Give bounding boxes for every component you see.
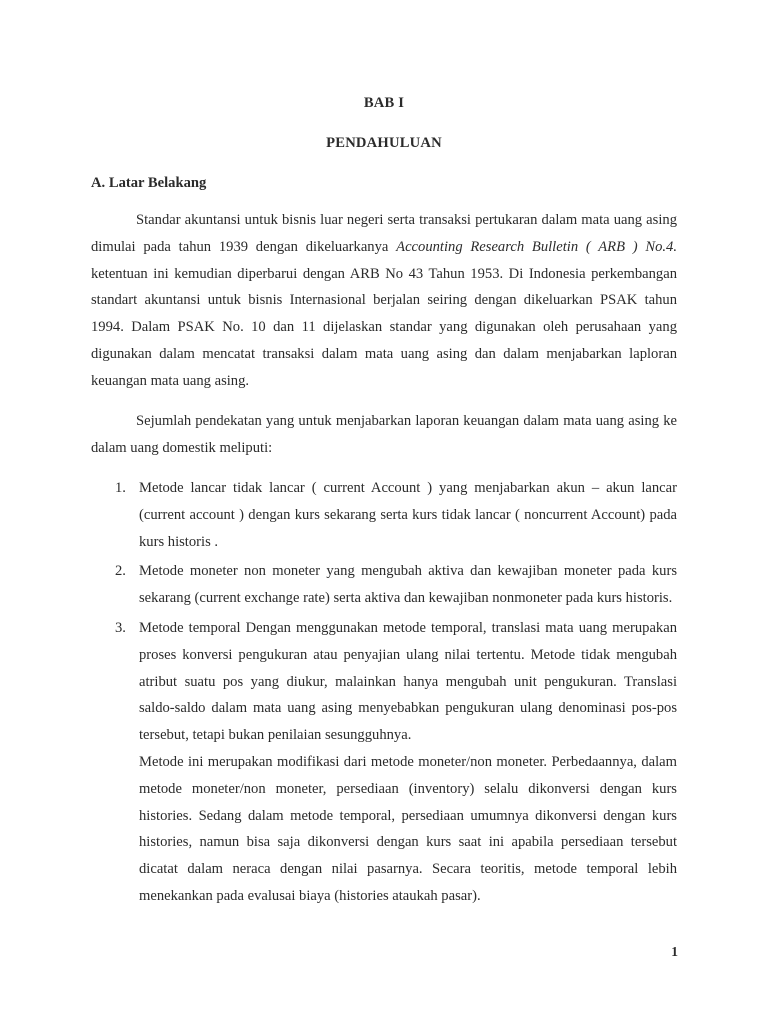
paragraph-background — [91, 207, 677, 395]
list-number: 1. — [115, 480, 126, 496]
list-item — [91, 615, 677, 910]
page-number: 1 — [671, 944, 678, 959]
list-item-text: Metode lancar tidak lancar ( current Account ) yang menjabarkan akun – akun lancar (current account ) dengan kurs sekarang serta kurs tidak lancar ( noncurrent Account) pada kurs historis . — [139, 480, 677, 550]
paragraph-citation: Accounting Research Bulletin ( ARB ) No.4. — [396, 238, 677, 255]
list-number: 2. — [115, 563, 126, 580]
chapter-number: BAB I — [363, 95, 405, 111]
chapter-title: PENDAHULUAN — [326, 135, 442, 151]
list-item — [91, 475, 677, 555]
list-item — [91, 558, 677, 612]
list-number: 3. — [115, 619, 126, 636]
list-item-text: Metode temporal Dengan menggunakan metode temporal, translasi mata uang merupakan proses konversi pengukuran atau penyajian ulang nilai tertentu. Metode tidak mengubah atribut suatu pos yang diukur, malainkan hanya mengubah unit pengukuran. Translasi saldo-saldo dalam mata uang asing menyebabkan pengukuran ulang denominasi pos-pos tersebut, tetapi bukan penilaian sesungguhnya. — [139, 619, 677, 744]
section-title: A. Latar Belakang — [91, 175, 207, 191]
list-item-extra-paragraph: Metode ini merupakan modifikasi dari metode moneter/non moneter. Perbedaannya, dalam metode moneter/non moneter, persediaan (inventory) selalu dikonversi dengan kurs histories. Sedang dalam metode temporal, persediaan umumnya dikonversi dengan kurs histories, namun bisa saja dikonversi dengan kurs saat ini apabila persediaan tersebut dicatat dalam neraca dengan nilai pasarnya. Secara teoritis, metode temporal lebih menekankan pada evalusai biaya (histories ataukah pasar). — [139, 753, 677, 904]
paragraph-text-continued: ketentuan ini kemudian diperbarui dengan ARB No 43 Tahun 1953. Di Indonesia perkembangan standart akuntansi untuk bisnis Internasional berjalan seiring dengan dikeluarkan PSAK tahun 1994. Dalam PSAK No. 10 dan 11 dijelaskan standar yang digunakan oleh perusahaan yang digunakan dalam mencatat transaksi dalam mata uang asing dan dalam menjabarkan laploran keuangan mata uang asing. — [91, 265, 677, 389]
approaches-list — [91, 475, 677, 913]
paragraph-text: Standar akuntansi untuk bisnis luar negeri serta transaksi pertukaran dalam mata uang asing dimulai pada tahun 1939 dengan dikeluarkanya — [91, 212, 677, 255]
list-item-text: Metode moneter non moneter yang mengubah aktiva dan kewajiban moneter pada kurs sekarang (current exchange rate) serta aktiva dan kewajiban nonmoneter pada kurs historis. — [139, 563, 677, 607]
paragraph-approaches: Sejumlah pendekatan yang untuk menjabarkan laporan keuangan dalam mata uang asing ke dalam uang domestik meliputi: — [91, 413, 677, 456]
